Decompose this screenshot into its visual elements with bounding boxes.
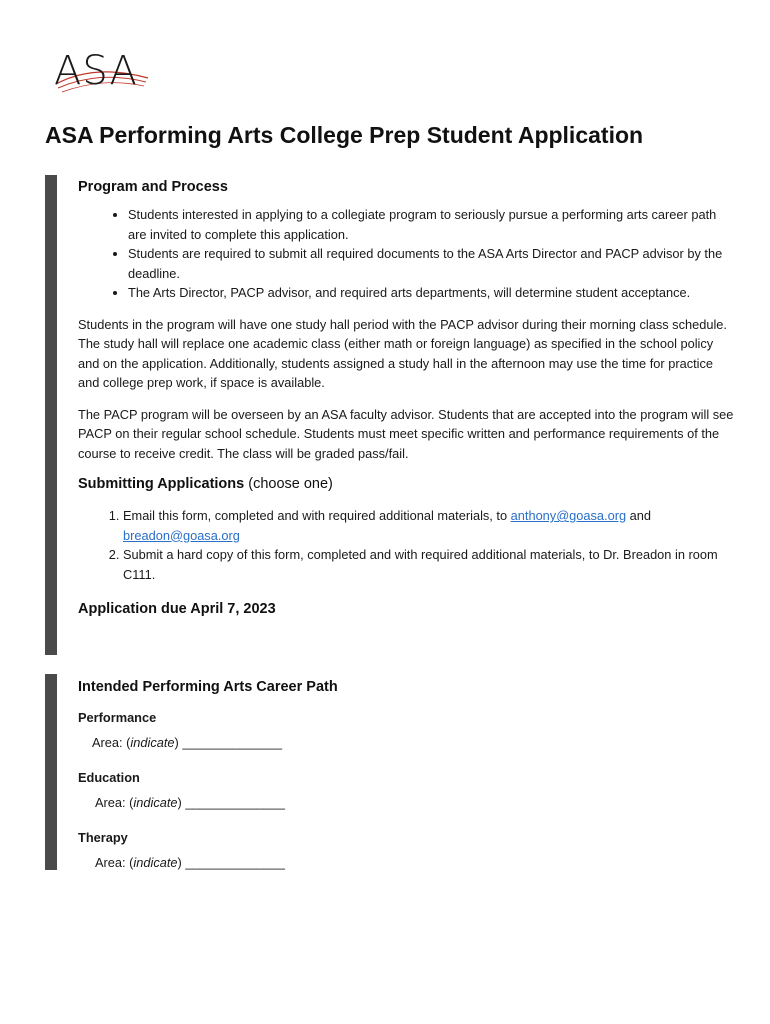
submitting-heading [78, 476, 735, 492]
logo-text: ASA [54, 48, 138, 94]
list-item: • Students are required to submit all required documents to the ASA Arts Director and PACP advisor by the deadline. [128, 244, 735, 283]
program-section [45, 175, 735, 655]
path-performance-area[interactable]: Area: (indicate) ______________ [92, 734, 282, 750]
program-paragraph-2: The PACP program will be overseen by an ASA faculty advisor. Students that are accepted into the program will see PACP on their regular school schedule. Students must meet specific written and performance requirements of the course to receive credit. The class will be graded pass/fail. [78, 406, 734, 461]
path-therapy-area[interactable]: Area: (indicate) ______________ [95, 854, 285, 870]
due-date: Application due April 7, 2023 [78, 601, 276, 617]
email-link-anthony[interactable]: anthony@goasa.org [510, 508, 627, 523]
program-paragraph-1: Students in the program will have one study hall period with the PACP advisor during their morning class schedule. The study hall will replace one academic class (either math or foreign language) as specified in the school policy and on the application. Additionally, students assigned a study hall in the afternoon may use the time for practice and college prep work, if space is available. [78, 316, 727, 390]
section-bar [45, 674, 57, 870]
list-item: 2. Submit a hard copy of this form, completed and with required additional materials, to Dr. Breadon in room C111. [123, 545, 735, 584]
program-bullets [78, 205, 735, 303]
list-item: • Students interested in applying to a collegiate program to seriously pursue a performing arts career path are invited to complete this application. [128, 205, 735, 244]
asa-logo [52, 50, 152, 98]
program-heading: Program and Process [78, 179, 228, 195]
path-education-label: Education [78, 770, 140, 785]
section-bar [45, 175, 57, 655]
submitting-heading-note: (choose one) [248, 476, 333, 492]
submitting-heading-text: Submitting Applications [78, 476, 245, 492]
list-item [123, 506, 735, 545]
path-therapy-label: Therapy [78, 830, 128, 845]
and-text: and [629, 508, 652, 523]
blank-line[interactable]: ______________ [182, 734, 282, 750]
list-item: • The Arts Director, PACP advisor, and required arts departments, will determine student acceptance. [128, 283, 735, 303]
career-heading: Intended Performing Arts Career Path [78, 679, 338, 695]
blank-line[interactable]: ______________ [185, 794, 285, 810]
email-link-breadon[interactable]: breadon@goasa.org [123, 527, 240, 543]
page-title: ASA Performing Arts College Prep Student Application [45, 122, 644, 148]
path-education-area[interactable]: Area: (indicate) ______________ [95, 794, 285, 810]
path-performance-label: Performance [78, 710, 157, 725]
submitting-list [78, 506, 735, 584]
career-section [45, 674, 735, 870]
blank-line[interactable]: ______________ [185, 854, 285, 870]
submit-option-email-text: Email this form, completed and with required additional materials, to [123, 508, 508, 523]
